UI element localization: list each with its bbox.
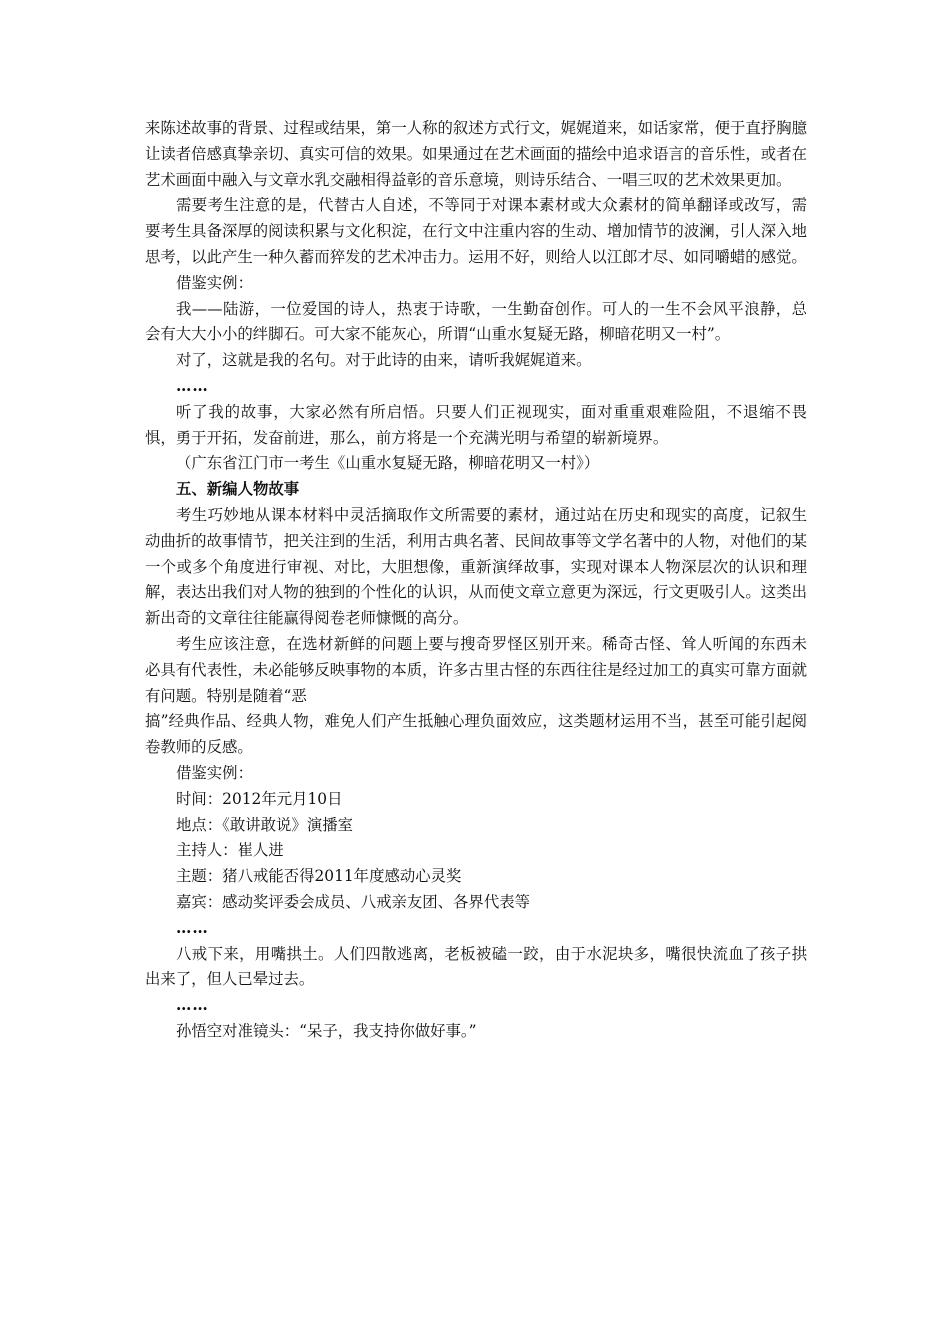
ellipsis: ……: [176, 996, 209, 1015]
body-paragraph: 需要考生注意的是，代替古人自述，不等同于对课本素材或大众素材的简单翻译或改写，需要考生具备深厚的阅读积累与文化积淀，在行文中注重内容的生动、增加情节的波澜，引人深入地思考，以此产生一种久蓄而猝发的艺术冲击力。运用不好，则给人以江郎才尽、如同嚼蜡的感觉。: [145, 196, 807, 266]
example-paragraph: 我——陆游，一位爱国的诗人，热衷于诗歌，一生勤奋创作。可人的一生不会风平浪静，总会有大大小小的绊脚石。可大家不能灰心，所谓“山重水复疑无路，柳暗花明又一村”。: [145, 299, 807, 344]
example-heading: 借鉴实例：: [176, 763, 253, 782]
section-heading: 五、新编人物故事: [176, 480, 300, 499]
ellipsis: ……: [176, 376, 209, 395]
example-heading: 借鉴实例：: [176, 273, 253, 292]
example-line-topic: 主题：猪八戒能否得2011年度感动心灵奖: [176, 867, 462, 886]
body-paragraph: 考生巧妙地从课本材料中灵活摘取作文所需要的素材，通过站在历史和现实的高度，记叙生动曲折的故事情节，把关注到的生活，利用古典名著、民间故事等文学名著中的人物，对他们的某一个或多个角度进行审视、对比，大胆想像，重新演绎故事，实现对课本人物深层次的认识和理解，表达出我们对人物的独到的个性化的认识，从而使文章立意更为深远，行文更吸引人。这类出新出奇的文章往往能赢得阅卷老师慷慨的高分。: [145, 505, 807, 628]
example-line-time: 时间：2012年元月10日: [176, 789, 343, 808]
example-line-place: 地点：《敢讲敢说》演播室: [176, 815, 353, 834]
example-paragraph: 八戒下来，用嘴拱土。人们四散逃离，老板被磕一跤，由于水泥块多，嘴很快流血了孩子拱出来了，但人已晕过去。: [145, 944, 807, 989]
body-paragraph: 考生应该注意，在选材新鲜的问题上要与搜奇罗怪区别开来。稀奇古怪、耸人听闻的东西未必具有代表性，未必能够反映事物的本质，许多古里古怪的东西往往是经过加工的真实可靠方面就有问题。特别是随着“恶: [145, 634, 807, 705]
document-page: [145, 116, 807, 1045]
example-source: （广东省江门市一考生《山重水复疑无路，柳暗花明又一村》）: [176, 454, 600, 473]
body-paragraph: 搞”经典作品、经典人物，难免人们产生抵触心理负面效应，这类题材运用不当，甚至可能引起阅卷教师的反感。: [145, 712, 807, 757]
example-paragraph: 对了，这就是我的名句。对于此诗的由来，请听我娓娓道来。: [176, 351, 592, 370]
example-line-host: 主持人：崔人进: [176, 841, 284, 860]
example-paragraph: 孙悟空对准镜头：“呆子，我支持你做好事。”: [176, 1021, 477, 1040]
ellipsis: ……: [176, 918, 209, 937]
example-paragraph: 听了我的故事，大家必然有所启悟。只要人们正视现实，面对重重艰难险阻，不退缩不畏惧，勇于开拓，发奋前进，那么，前方将是一个充满光明与希望的崭新境界。: [145, 402, 807, 447]
example-line-guests: 嘉宾：感动奖评委会成员、八戒亲友团、各界代表等: [176, 892, 530, 911]
body-paragraph: 来陈述故事的背景、过程或结果，第一人称的叙述方式行文，娓娓道来，如话家常，便于直抒胸臆让读者倍感真挚亲切、真实可信的效果。如果通过在艺术画面的描绘中追求语言的音乐性，或者在艺术画面中融入与文章水乳交融相得益彰的音乐意境，则诗乐结合、一唱三叹的艺术效果更加。: [145, 119, 807, 189]
